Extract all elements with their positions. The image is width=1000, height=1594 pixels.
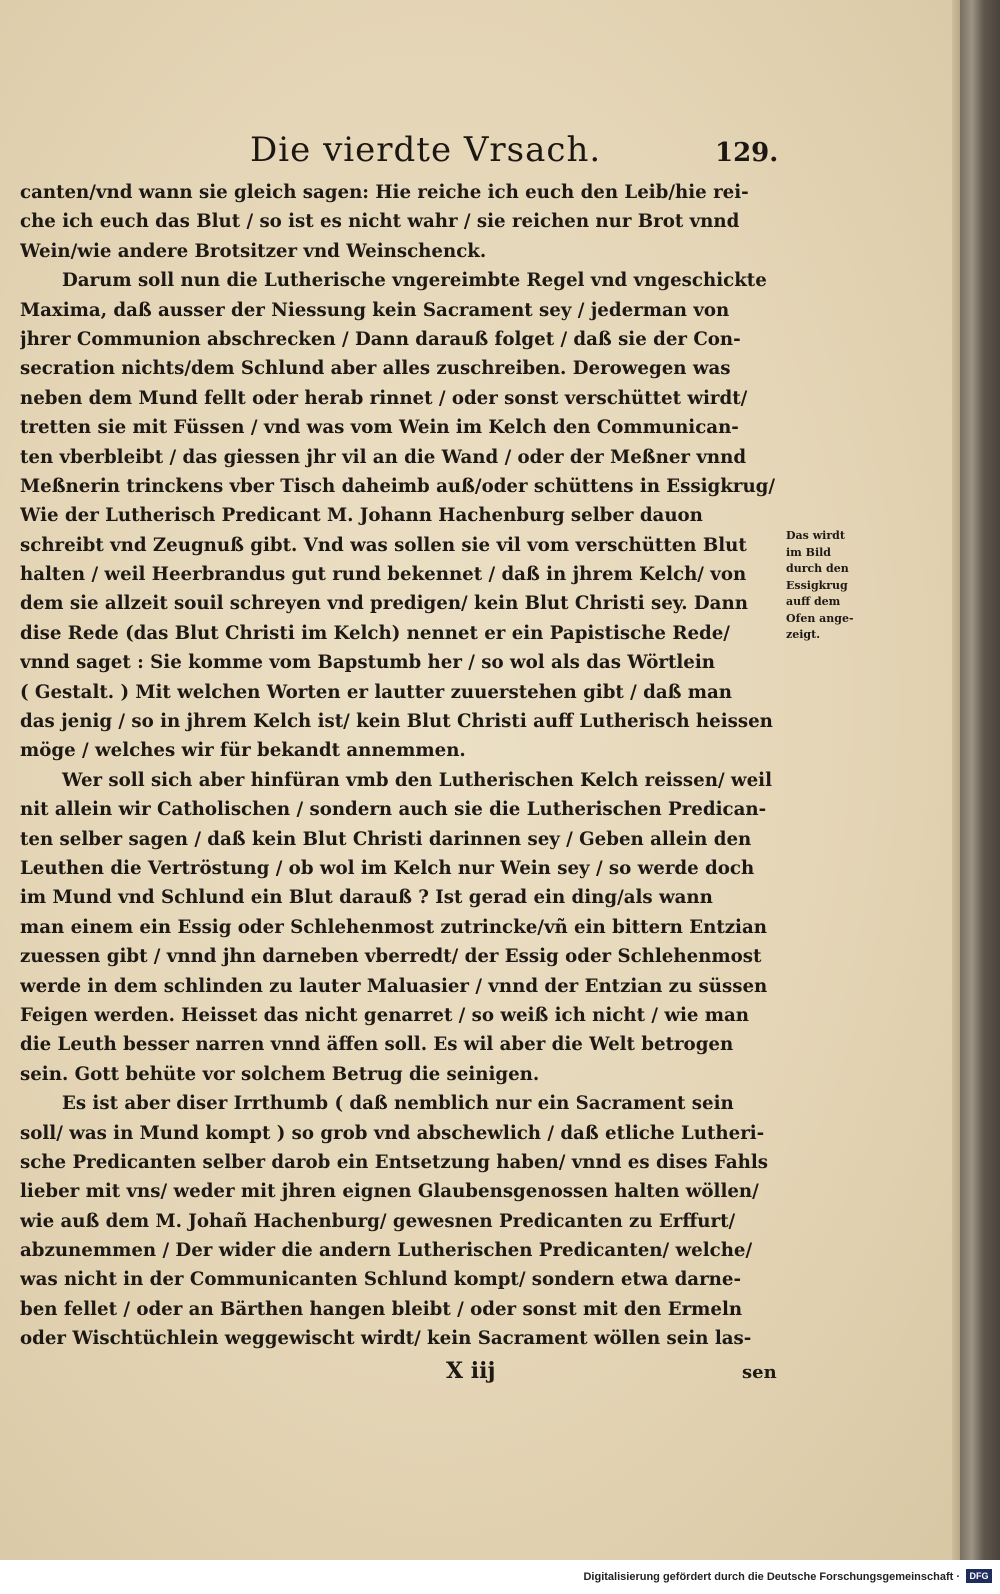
text-line: dem sie allzeit souil schreyen vnd predigen/ kein Blut Christi sey. Dann	[20, 593, 748, 615]
text-line: möge / welches wir für bekandt annemmen.	[20, 740, 466, 762]
margin-note	[786, 528, 876, 644]
text-line: Feigen werden. Heisset das nicht genarret / so weiß ich nicht / wie man	[20, 1004, 750, 1026]
signature-mark: X iij	[446, 1358, 496, 1384]
text-line: che ich euch das Blut / so ist es nicht wahr / sie reichen nur Brot vnnd	[20, 211, 740, 233]
text-line: canten/vnd wann sie gleich sagen: Hie reiche ich euch den Leib/hie rei-	[20, 182, 749, 203]
page-number: 129.	[715, 138, 779, 168]
text-line: werde in dem schlinden zu lauter Maluasier / vnnd der Entzian zu süssen	[20, 975, 768, 997]
margin-note-line: im Bild	[786, 545, 831, 559]
body-text	[20, 178, 780, 1354]
text-line: jhrer Communion abschrecken / Dann darauß folget / daß sie der Con-	[20, 328, 741, 350]
text-line: die Leuth besser narren vnnd äffen soll. Es wil aber die Welt betrogen	[20, 1034, 734, 1056]
text-line: soll/ was in Mund kompt ) so grob vnd abschewlich / daß etliche Lutheri-	[20, 1122, 765, 1144]
text-line: Meßnerin trinckens vber Tisch daheimb auß/oder schüttens in Essigkrug/	[20, 475, 776, 497]
text-line: ben fellet / oder an Bärthen hangen bleibt / oder sonst mit den Ermeln	[20, 1298, 743, 1320]
book-binding	[960, 0, 1000, 1560]
text-line: halten / weil Heerbrandus gut rund bekennet / daß in jhrem Kelch/ von	[20, 564, 747, 586]
text-line: tretten sie mit Füssen / vnd was vom Wein im Kelch den Communican-	[20, 417, 739, 439]
text-line: ( Gestalt. ) Mit welchen Worten er lautter zuuerstehen gibt / daß man	[20, 681, 733, 703]
running-title: Die vierdte Vrsach.	[250, 130, 602, 170]
page-edge	[952, 0, 960, 1560]
text-line: wie auß dem M. Johañ Hachenburg/ gewesnen Predicanten zu Erffurt/	[20, 1210, 736, 1232]
text-line: dise Rede (das Blut Christi im Kelch) nennet er ein Papistische Rede/	[20, 622, 730, 644]
text-line: nit allein wir Catholischen / sondern auch sie die Lutherischen Predican-	[20, 799, 767, 821]
text-line: oder Wischtüchlein weggewischt wirdt/ kein Sacrament wöllen sein las-	[20, 1328, 752, 1350]
text-line: was nicht in der Communicanten Schlund kompt/ sondern etwa darne-	[20, 1269, 741, 1291]
text-line: Darum soll nun die Lutherische vngereimbte Regel vnd vngeschickte	[62, 270, 767, 292]
text-line: zuessen gibt / vnnd jhn darneben vberredt/ der Essig oder Schlehenmost	[20, 946, 762, 968]
text-line: sche Predicanten selber darob ein Entsetzung haben/ vnnd es dises Fahls	[20, 1151, 769, 1173]
text-line: ten vberbleibt / das giessen jhr vil an die Wand / oder der Meßner vnnd	[20, 446, 747, 468]
margin-note-line: zeigt.	[786, 628, 821, 641]
text-line: man einem ein Essig oder Schlehenmost zutrincke/vñ ein bittern Entzian	[20, 916, 767, 938]
dfg-logo: DFG	[966, 1569, 992, 1583]
text-line: Maxima, daß ausser der Niessung kein Sacrament sey / jederman von	[20, 299, 730, 321]
text-line: secration nichts/dem Schlund aber alles zuschreiben. Derowegen was	[20, 358, 731, 380]
margin-note-line: Ofen ange-	[786, 611, 854, 625]
text-line: das jenig / so in jhrem Kelch ist/ kein Blut Christi auff Lutherisch heissen	[20, 711, 773, 733]
text-line: Es ist aber diser Irrthumb ( daß nemblich nur ein Sacrament sein	[62, 1093, 734, 1115]
margin-note-line: durch den	[786, 562, 849, 575]
text-line: schreibt vnd Zeugnuß gibt. Vnd was sollen sie vil vom verschütten Blut	[20, 534, 747, 556]
margin-note-line: Das wirdt	[786, 529, 845, 542]
text-line: neben dem Mund fellt oder herab rinnet / oder sonst verschüttet wirdt/	[20, 387, 748, 409]
text-line: im Mund vnd Schlund ein Blut darauß ? Ist gerad ein ding/als wann	[20, 887, 713, 909]
footer-credit: Digitalisierung gefördert durch die Deutsche Forschungsgemeinschaft ·	[583, 1571, 960, 1583]
text-line: lieber mit vns/ weder mit jhren eignen Glaubensgenossen halten wöllen/	[20, 1181, 759, 1203]
text-line: ten selber sagen / daß kein Blut Christi darinnen sey / Geben allein den	[20, 828, 752, 850]
footer-bar	[0, 1560, 1000, 1594]
margin-note-line: Essigkrug	[786, 578, 848, 592]
text-line: Wie der Lutherisch Predicant M. Johann Hachenburg selber dauon	[20, 505, 703, 527]
text-line: Leuthen die Vertröstung / ob wol im Kelch nur Wein sey / so werde doch	[20, 857, 755, 879]
margin-note-line: auff dem	[786, 595, 841, 608]
text-line: vnnd saget : Sie komme vom Bapstumb her / so wol als das Wörtlein	[20, 652, 715, 674]
text-line: Wer soll sich aber hinfüran vmb den Lutherischen Kelch reissen/ weil	[62, 769, 772, 791]
text-line: Wein/wie andere Brotsitzer vnd Weinschenck.	[20, 240, 487, 262]
catchword: sen	[742, 1362, 777, 1383]
text-line: sein. Gott behüte vor solchem Betrug die seinigen.	[20, 1063, 540, 1085]
text-line: abzunemmen / Der wider die andern Lutherischen Predicanten/ welche/	[20, 1240, 753, 1262]
